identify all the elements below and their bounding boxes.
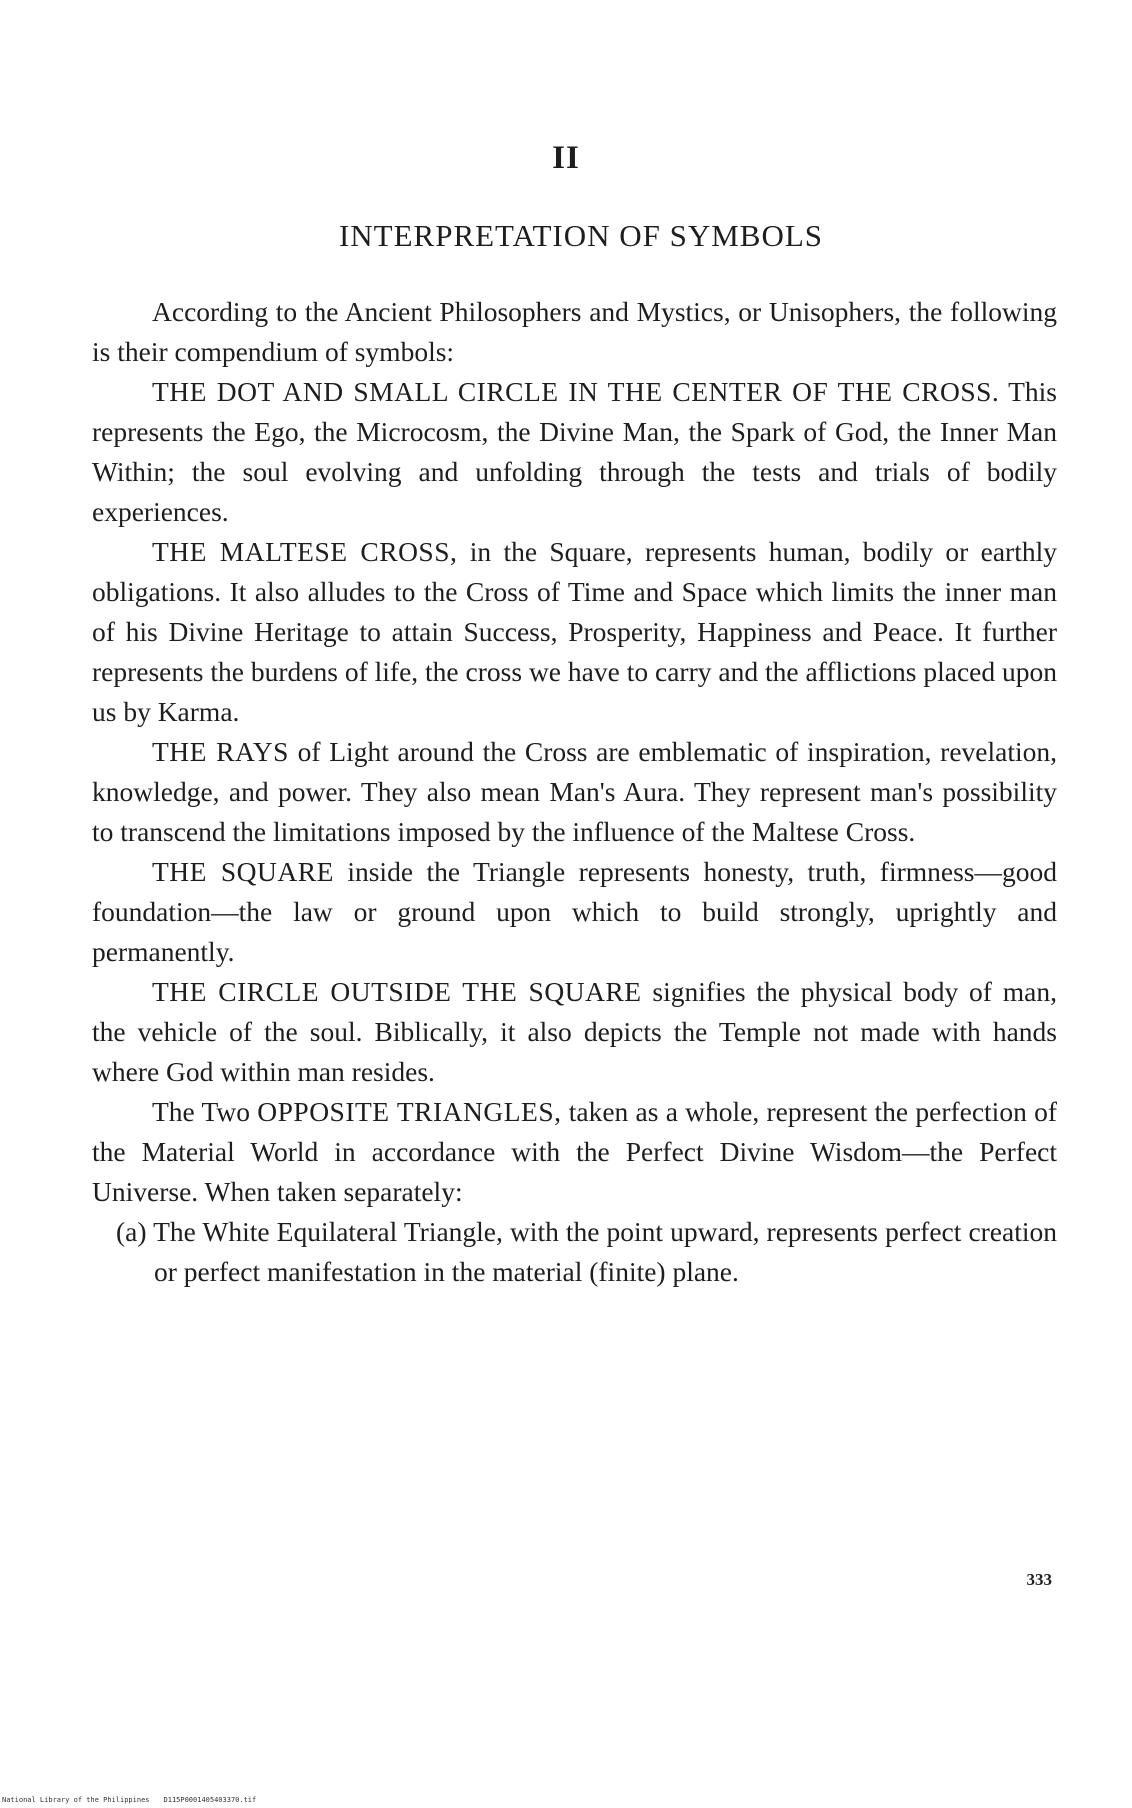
scan-footer xyxy=(2,1796,256,1804)
square-paragraph xyxy=(92,852,1057,972)
maltese-cross-text: in the Square, represents human, bodily or earthly obligations. It also alludes to the Cross of Time and Space which limits the inner man of his Divine Heritage to attain Success, Prosperity, Happiness and Peace. It further represents the burdens of life, the cross we have to carry and the afflictions placed upon us by Karma. xyxy=(92,536,1057,727)
square-heading: THE SQUARE xyxy=(152,856,334,887)
dot-circle-text: This represents the Ego, the Microcosm, the Divine Man, the Spark of God, the Inner Man Within; the soul evolving and unfolding through the tests and trials of bodily experiences. xyxy=(92,376,1057,527)
scan-file-id: D115P0001405403370.tif xyxy=(163,1796,257,1804)
triangles-paragraph xyxy=(92,1092,1057,1212)
library-credit: National Library of the Philippines xyxy=(2,1796,150,1804)
triangles-heading: OPPOSITE TRIANGLES, xyxy=(257,1096,562,1127)
circle-paragraph xyxy=(92,972,1057,1092)
rays-paragraph xyxy=(92,732,1057,852)
circle-heading: THE CIRCLE OUTSIDE THE SQUARE xyxy=(152,976,642,1007)
rays-text: of Light around the Cross are emblematic of inspiration, revelation, knowledge, and power. They also mean Man's Aura. They represent man's possibility to transcend the limitations imposed by the influence of the Maltese Cross. xyxy=(92,736,1057,847)
dot-circle-heading: THE DOT AND SMALL CIRCLE IN THE CENTER OF THE CROSS. xyxy=(152,376,1000,407)
chapter-title: INTERPRETATION OF SYMBOLS xyxy=(338,218,824,253)
square-text: inside the Triangle represents honesty, truth, firmness—good foundation—the law or ground upon which to build strongly, uprightly and permanently. xyxy=(92,856,1057,967)
rays-heading: THE RAYS xyxy=(152,736,289,767)
maltese-cross-heading: THE MALTESE CROSS, xyxy=(152,536,458,567)
body-text xyxy=(92,292,1057,1292)
chapter-number: II xyxy=(552,140,580,176)
circle-text: signifies the physical body of man, the vehicle of the soul. Biblically, it also depicts the Temple not made with hands where God within man resides. xyxy=(92,976,1057,1087)
triangles-text: taken as a whole, represent the perfection of the Material World in accordance with the Perfect Divine Wisdom—the Perfect Universe. When taken separately: xyxy=(92,1096,1057,1207)
intro-paragraph: According to the Ancient Philosophers and Mystics, or Unisophers, the following is their compendium of symbols: xyxy=(92,296,1057,367)
maltese-cross-paragraph xyxy=(92,532,1057,732)
dot-circle-paragraph xyxy=(92,372,1057,532)
list-item-a: (a) The White Equilateral Triangle, with the point upward, represents perfect creation or perfect manifestation in the material (finite) plane. xyxy=(116,1216,1057,1287)
page-number: 333 xyxy=(1026,1570,1052,1589)
triangles-intro: The Two xyxy=(152,1096,258,1127)
